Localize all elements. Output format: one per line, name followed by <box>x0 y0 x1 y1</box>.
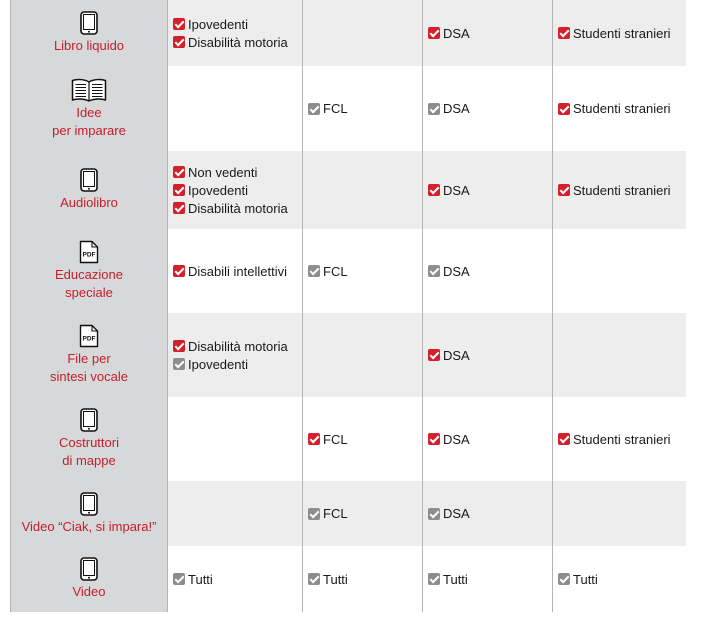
table-cell <box>552 66 686 151</box>
table-cell <box>302 481 422 546</box>
check-item-label: FCL <box>323 101 348 116</box>
table-cell <box>302 66 422 151</box>
checkbox-checked-icon <box>308 433 320 445</box>
check-item <box>308 570 422 588</box>
table-cell <box>422 151 552 229</box>
checkbox-checked-icon <box>173 265 185 277</box>
row-label: Audiolibro <box>60 195 118 210</box>
row-header <box>10 0 167 66</box>
table-cell <box>302 229 422 313</box>
table-cell <box>302 546 422 612</box>
checkbox-checked-icon <box>173 202 185 214</box>
table-cell <box>552 546 686 612</box>
row-label: File per <box>67 351 111 366</box>
check-item <box>428 262 552 280</box>
checkbox-checked-icon <box>308 508 320 520</box>
check-item <box>558 181 686 199</box>
row-label: di mappe <box>62 453 116 468</box>
table-cell <box>167 0 302 66</box>
check-item <box>308 430 422 448</box>
checkbox-checked-icon <box>308 573 320 585</box>
check-item-label: Studenti stranieri <box>573 182 671 198</box>
pdf-file-icon <box>79 240 99 264</box>
checkbox-checked-icon <box>428 508 440 520</box>
table-cell <box>167 481 302 546</box>
check-item-label: DSA <box>443 347 470 363</box>
check-item <box>428 346 552 364</box>
check-item-label: Tutti <box>573 571 598 587</box>
checkbox-checked-icon <box>558 184 570 196</box>
check-item <box>308 505 422 523</box>
checkbox-checked-icon <box>173 573 185 585</box>
checkbox-checked-icon <box>428 573 440 585</box>
check-item-label: Disabilità motoria <box>188 200 288 216</box>
row-label: Idee <box>76 104 102 120</box>
checkbox-checked-icon <box>173 36 185 48</box>
row-header <box>10 66 167 151</box>
table-cell <box>422 397 552 481</box>
table-cell <box>167 546 302 612</box>
check-item-label: Disabilità motoria <box>188 34 288 50</box>
check-item-label: Studenti stranieri <box>573 101 671 116</box>
table-cell <box>302 397 422 481</box>
check-item-label: Studenti stranieri <box>573 25 671 41</box>
pdf-file-icon <box>79 324 99 348</box>
row-header <box>10 546 167 612</box>
row-header <box>10 313 167 397</box>
checkbox-checked-icon <box>558 27 570 39</box>
row-label: Educazione <box>55 267 123 282</box>
check-item-label: DSA <box>443 25 470 41</box>
checkbox-checked-icon <box>428 184 440 196</box>
check-item-label: Disabili intellettivi <box>188 263 287 279</box>
row-header <box>10 151 167 229</box>
check-item-label: Studenti stranieri <box>573 431 671 447</box>
row-label: Video <box>72 584 106 599</box>
open-book-icon <box>71 78 107 102</box>
check-item <box>428 570 552 588</box>
checkbox-checked-icon <box>428 349 440 361</box>
check-item <box>308 100 422 118</box>
check-item <box>173 262 302 280</box>
checkbox-checked-icon <box>428 103 440 115</box>
row-header <box>10 229 167 313</box>
table-cell <box>422 0 552 66</box>
table-cell <box>167 397 302 481</box>
check-item <box>428 24 552 42</box>
table-cell <box>552 229 686 313</box>
row-label: Libro liquido <box>53 38 125 53</box>
check-item-label: FCL <box>323 506 348 521</box>
row-label: per imparare <box>52 122 126 138</box>
table-cell <box>422 313 552 397</box>
check-item <box>558 430 686 448</box>
check-item <box>558 24 686 42</box>
table-cell <box>552 481 686 546</box>
table-cell <box>422 481 552 546</box>
check-item-label: Tutti <box>443 571 468 587</box>
pdf-icon-lettering: PDF <box>82 335 96 343</box>
check-item-label: Ipovedenti <box>188 182 248 198</box>
table-cell <box>167 66 302 151</box>
checkbox-checked-icon <box>428 433 440 445</box>
check-item-label: Non vedenti <box>188 164 258 180</box>
check-item-label: Ipovedenti <box>188 16 248 32</box>
table-cell <box>552 151 686 229</box>
checkbox-checked-icon <box>173 358 185 370</box>
checkbox-checked-icon <box>558 103 570 115</box>
table-cell <box>302 313 422 397</box>
row-label: Costruttori <box>59 435 119 450</box>
check-item <box>173 199 302 217</box>
check-item-label: DSA <box>443 431 470 447</box>
row-label: Video “Ciak, si impara!” <box>21 518 157 534</box>
check-item <box>558 100 686 118</box>
tablet-icon <box>80 11 98 35</box>
check-item <box>173 181 302 199</box>
tablet-icon <box>80 408 98 432</box>
checkbox-checked-icon <box>173 340 185 352</box>
checkbox-checked-icon <box>558 433 570 445</box>
check-item-label: DSA <box>443 263 470 279</box>
row-label: speciale <box>65 285 113 300</box>
checkbox-checked-icon <box>308 103 320 115</box>
check-item <box>428 430 552 448</box>
check-item <box>558 570 686 588</box>
check-item <box>173 15 302 33</box>
table-cell <box>422 229 552 313</box>
tablet-icon <box>80 557 98 581</box>
row-header <box>10 397 167 481</box>
check-item-label: Tutti <box>323 571 348 587</box>
check-item <box>428 100 552 118</box>
table-cell <box>552 0 686 66</box>
check-item-label: FCL <box>323 263 348 279</box>
table-cell <box>167 151 302 229</box>
table-cell <box>167 229 302 313</box>
table-cell <box>302 0 422 66</box>
check-item-label: FCL <box>323 431 348 447</box>
checkbox-checked-icon <box>173 166 185 178</box>
check-item <box>173 33 302 51</box>
check-item-label: Ipovedenti <box>188 356 248 372</box>
check-item-label: Disabilità motoria <box>188 338 288 354</box>
row-label: sintesi vocale <box>49 369 129 384</box>
tablet-icon <box>80 492 98 516</box>
check-item-label: DSA <box>443 182 470 198</box>
checkbox-checked-icon <box>428 265 440 277</box>
table-cell <box>167 313 302 397</box>
table-cell <box>552 397 686 481</box>
check-item <box>173 337 302 355</box>
check-item <box>428 181 552 199</box>
check-item <box>173 570 302 588</box>
row-header <box>10 481 167 546</box>
table-cell <box>422 546 552 612</box>
check-item-label: DSA <box>443 101 470 116</box>
table-cell <box>422 66 552 151</box>
check-item <box>428 505 552 523</box>
check-item <box>173 163 302 181</box>
checkbox-checked-icon <box>173 18 185 30</box>
table-cell <box>552 313 686 397</box>
table-cell <box>302 151 422 229</box>
checkbox-checked-icon <box>173 184 185 196</box>
check-item <box>308 262 422 280</box>
check-item-label: Tutti <box>188 571 213 587</box>
check-item <box>173 355 302 373</box>
checkbox-checked-icon <box>428 27 440 39</box>
check-item-label: DSA <box>443 506 470 521</box>
checkbox-checked-icon <box>558 573 570 585</box>
tablet-icon <box>80 168 98 192</box>
accessibility-table <box>10 0 686 612</box>
checkbox-checked-icon <box>308 265 320 277</box>
pdf-icon-lettering: PDF <box>82 251 96 259</box>
